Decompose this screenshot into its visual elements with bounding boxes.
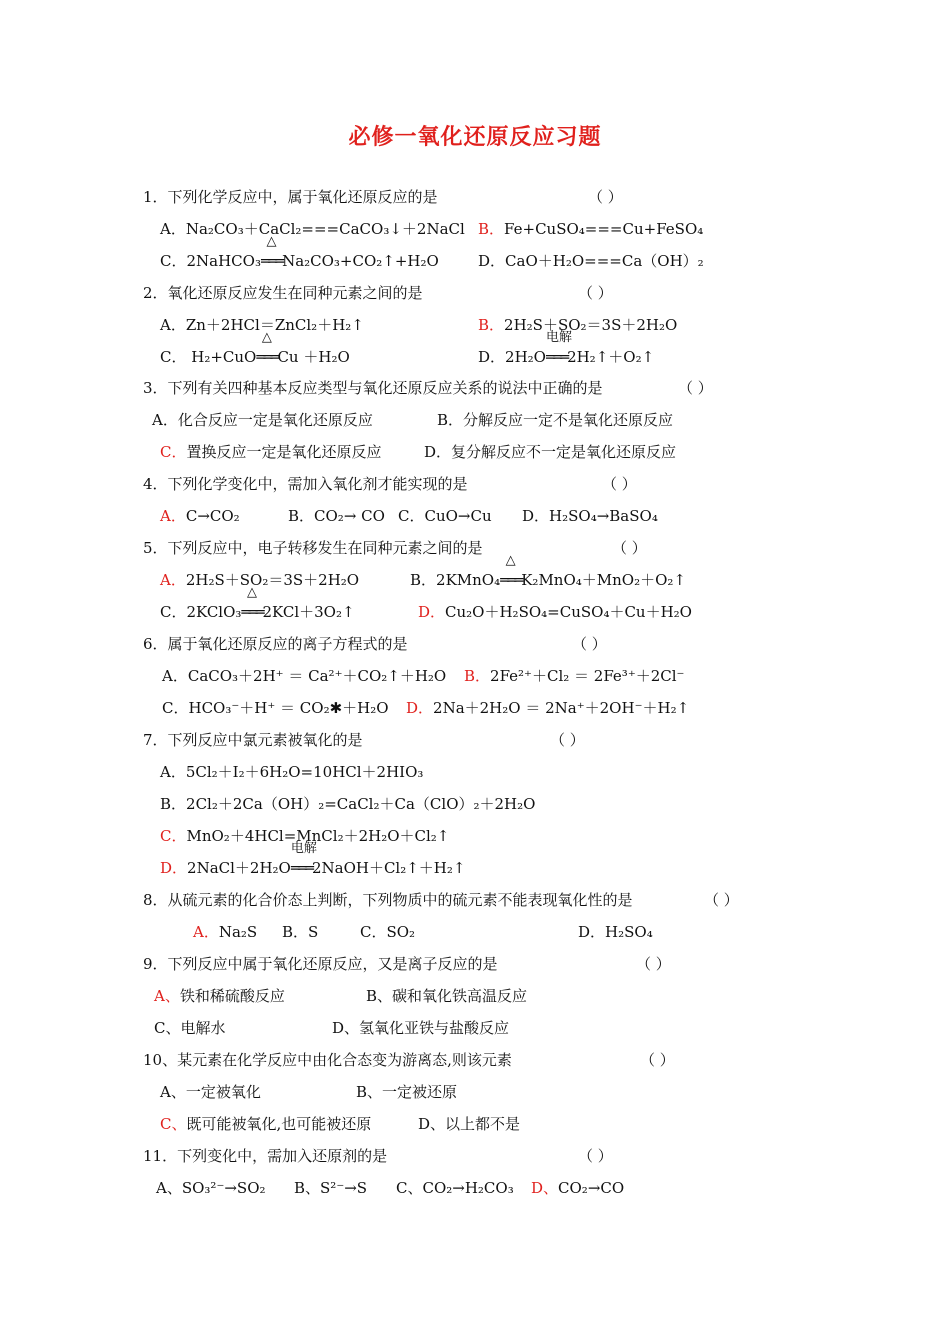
answer-option[interactable] <box>294 1175 367 1201</box>
option-letter: D、 <box>418 1115 446 1133</box>
answer-option[interactable] <box>160 503 240 529</box>
answer-option[interactable] <box>356 1079 457 1105</box>
option-text: 铁和稀硫酸反应 <box>179 987 285 1005</box>
option-letter: C、 <box>160 1115 187 1133</box>
question-line <box>0 1175 950 1201</box>
question-text: 8．从硫元素的化合价态上判断，下列物质中的硫元素不能表现氧化性的是 <box>143 891 633 909</box>
option-letter: A． <box>160 316 186 334</box>
answer-blank: （ ） <box>578 1147 613 1165</box>
question-line <box>0 585 950 625</box>
option-text: 碳和氧化铁高温反应 <box>392 987 528 1005</box>
question-line <box>0 1047 950 1073</box>
condition-label: △ <box>266 234 277 249</box>
option-text: CO₂→ CO <box>314 507 385 525</box>
question-text: 10、某元素在化学反应中由化合态变为游离态,则该元素 <box>143 1051 512 1069</box>
answer-option[interactable] <box>578 919 653 945</box>
condition-label: △ <box>505 553 516 568</box>
question-text: 9．下列反应中属于氧化还原反应，又是离子反应的是 <box>143 955 498 973</box>
option-letter: C． <box>160 827 187 845</box>
question-line <box>0 1079 950 1105</box>
option-letter: B． <box>478 316 505 334</box>
answer-option[interactable] <box>152 407 373 433</box>
option-letter: C、 <box>396 1179 423 1197</box>
option-text: 既可能被氧化,也可能被还原 <box>186 1115 372 1133</box>
option-letter: C． <box>162 699 189 717</box>
question-text: 5．下列反应中，电子转移发生在同种元素之间的是 <box>143 539 483 557</box>
option-letter: B． <box>410 571 437 589</box>
equals-sign: ═══ <box>290 859 312 877</box>
question-stem <box>143 887 633 913</box>
option-text: 复分解反应不一定是氧化还原反应 <box>451 443 677 461</box>
option-text: 2Na＋2H₂O ＝ 2Na⁺＋2OH⁻＋H₂↑ <box>433 699 690 717</box>
answer-option[interactable] <box>366 983 527 1009</box>
option-letter: C． <box>160 443 187 461</box>
question-stem <box>143 471 468 497</box>
option-letter: B． <box>478 220 505 238</box>
question-line <box>0 727 950 753</box>
option-letter: D． <box>424 443 452 461</box>
option-letter: A． <box>160 571 186 589</box>
question-line <box>0 439 950 465</box>
option-text: CaO＋H₂O===Ca（OH）₂ <box>505 252 704 270</box>
answer-option[interactable] <box>154 983 285 1009</box>
answer-blank: （ ） <box>640 1051 675 1069</box>
answer-option[interactable] <box>531 1175 624 1201</box>
option-letter: C． <box>160 252 187 270</box>
question-line <box>0 791 950 817</box>
option-letter: D、 <box>332 1019 360 1037</box>
question-line <box>0 1143 950 1169</box>
question-line <box>0 919 950 945</box>
answer-blank: （ ） <box>588 188 623 206</box>
question-line <box>0 663 950 689</box>
option-text: 5Cl₂＋I₂＋6H₂O=10HCl＋2HIO₃ <box>185 763 424 781</box>
question-line <box>0 631 950 657</box>
reaction-condition <box>500 553 522 593</box>
question-stem <box>143 1047 512 1073</box>
option-text: Cu₂O＋H₂SO₄=CuSO₄＋Cu＋H₂O <box>445 603 692 621</box>
answer-option[interactable] <box>160 791 535 817</box>
option-text: SO₃²⁻→SO₂ <box>181 1179 266 1197</box>
option-text: 电解水 <box>180 1019 226 1037</box>
answer-option[interactable] <box>160 1079 261 1105</box>
option-letter: D． <box>578 923 606 941</box>
option-text: 一定被还原 <box>382 1083 458 1101</box>
question-line <box>0 312 950 338</box>
option-text: 2Fe²⁺＋Cl₂ ＝ 2Fe³⁺＋2Cl⁻ <box>490 667 685 685</box>
equals-sign: ═══ <box>256 348 278 366</box>
equation-reactants: 2H₂O <box>505 348 546 366</box>
equals-sign: ═══ <box>545 348 568 366</box>
equals-sign: ═══ <box>500 571 522 589</box>
question-stem <box>143 280 423 306</box>
question-line <box>0 535 950 561</box>
option-letter: B． <box>437 411 464 429</box>
option-letter: A． <box>160 763 186 781</box>
answer-option[interactable] <box>282 919 318 945</box>
question-line <box>0 759 950 785</box>
answer-option[interactable] <box>437 407 673 433</box>
answer-option[interactable] <box>160 759 423 785</box>
option-text: S²⁻→S <box>320 1179 368 1197</box>
reaction-condition <box>256 330 278 370</box>
answer-option[interactable] <box>332 1015 509 1041</box>
question-line <box>0 184 950 210</box>
option-text: CO₂→H₂CO₃ <box>422 1179 514 1197</box>
question-text: 6．属于氧化还原反应的离子方程式的是 <box>143 635 408 653</box>
answer-option[interactable] <box>360 919 415 945</box>
option-letter: D． <box>478 348 506 366</box>
option-letter: A、 <box>160 1083 186 1101</box>
answer-option[interactable] <box>288 503 385 529</box>
equals-sign: ═══ <box>241 603 263 621</box>
option-text: 2H₂S＋SO₂＝3S＋2H₂O <box>504 316 678 334</box>
answer-option[interactable] <box>160 216 465 242</box>
option-letter: D． <box>522 507 550 525</box>
question-text: 7．下列反应中氯元素被氧化的是 <box>143 731 363 749</box>
equation-products: 2KCl＋3O₂↑ <box>262 603 355 621</box>
option-letter: A． <box>193 923 219 941</box>
page-title: 必修一氧化还原反应习题 <box>348 124 602 150</box>
question-line <box>0 553 950 593</box>
equation-reactants: 2KMnO₄ <box>436 571 501 589</box>
option-text: 2Cl₂＋2Ca（OH）₂=CaCl₂＋Ca（ClO）₂＋2H₂O <box>186 795 536 813</box>
option-text: 一定被氧化 <box>185 1083 261 1101</box>
question-stem <box>143 631 408 657</box>
question-text: 11．下列变化中，需加入还原剂的是 <box>143 1147 388 1165</box>
question-text: 2．氧化还原反应发生在同种元素之间的是 <box>143 284 423 302</box>
option-letter: D． <box>418 603 446 621</box>
option-letter: B、 <box>356 1083 383 1101</box>
option-text: Na₂CO₃＋CaCl₂===CaCO₃↓＋2NaCl <box>185 220 465 238</box>
answer-blank: （ ） <box>578 284 613 302</box>
option-text: SO₂ <box>386 923 416 941</box>
option-text: C→CO₂ <box>185 507 240 525</box>
answer-blank: （ ） <box>636 955 671 973</box>
option-letter: A、 <box>156 1179 182 1197</box>
answer-option[interactable] <box>398 503 492 529</box>
answer-option[interactable] <box>418 599 692 625</box>
question-line <box>0 375 950 401</box>
question-line <box>0 841 950 881</box>
question-stem <box>143 184 438 210</box>
condition-label: △ <box>261 330 272 345</box>
equation-reactants: 2NaHCO₃ <box>186 252 261 270</box>
option-text: 置换反应一定是氧化还原反应 <box>186 443 382 461</box>
question-stem <box>143 535 483 561</box>
answer-option[interactable] <box>406 695 689 721</box>
option-text: Na₂S <box>218 923 258 941</box>
option-letter: C、 <box>154 1019 181 1037</box>
answer-option[interactable] <box>162 695 389 721</box>
question-text: 1．下列化学反应中，属于氧化还原反应的是 <box>143 188 438 206</box>
option-letter: B． <box>464 667 491 685</box>
equals-sign: ═══ <box>260 252 283 270</box>
question-stem <box>143 951 498 977</box>
option-letter: D． <box>478 252 506 270</box>
option-text: MnO₂＋4HCl=MnCl₂＋2H₂O＋Cl₂↑ <box>186 827 450 845</box>
option-letter: D、 <box>531 1179 559 1197</box>
reaction-condition <box>545 330 572 370</box>
option-text: H₂SO₄→BaSO₄ <box>549 507 658 525</box>
option-letter: D． <box>160 859 188 877</box>
answer-blank: （ ） <box>602 475 637 493</box>
equation-products: Cu ＋H₂O <box>277 348 350 366</box>
question-line <box>0 951 950 977</box>
question-line <box>0 1015 950 1041</box>
answer-option[interactable] <box>478 216 703 242</box>
equation-products: 2H₂↑＋O₂↑ <box>567 348 655 366</box>
option-letter: B、 <box>294 1179 321 1197</box>
equation-reactants: 2NaCl＋2H₂O <box>187 859 291 877</box>
condition-label: 电解 <box>545 330 572 345</box>
question-stem <box>143 727 363 753</box>
condition-label: △ <box>246 585 257 600</box>
answer-option[interactable] <box>424 439 676 465</box>
option-letter: B． <box>160 795 187 813</box>
option-letter: B． <box>282 923 309 941</box>
answer-blank: （ ） <box>572 635 607 653</box>
question-line <box>0 503 950 529</box>
option-text: 氢氧化亚铁与盐酸反应 <box>359 1019 510 1037</box>
question-line <box>0 887 950 913</box>
question-line <box>0 216 950 242</box>
option-letter: C． <box>160 603 187 621</box>
answer-option[interactable] <box>160 1111 371 1137</box>
answer-blank: （ ） <box>678 379 713 397</box>
question-text: 4．下列化学变化中，需加入氧化剂才能实现的是 <box>143 475 468 493</box>
answer-option[interactable] <box>396 1175 514 1201</box>
answer-option[interactable] <box>418 1111 520 1137</box>
answer-option[interactable] <box>478 248 704 274</box>
question-line <box>0 1111 950 1137</box>
question-line <box>0 471 950 497</box>
option-text: Fe+CuSO₄===Cu+FeSO₄ <box>504 220 704 238</box>
option-letter: C． <box>160 348 187 366</box>
answer-option[interactable] <box>156 1175 266 1201</box>
answer-blank: （ ） <box>612 539 647 557</box>
question-text: 3．下列有关四种基本反应类型与氧化还原反应关系的说法中正确的是 <box>143 379 603 397</box>
answer-option[interactable] <box>160 439 382 465</box>
question-line <box>0 234 950 274</box>
answer-blank: （ ） <box>550 731 585 749</box>
answer-option[interactable] <box>160 330 350 370</box>
equation-products: K₂MnO₄＋MnO₂＋O₂↑ <box>521 571 686 589</box>
option-letter: A、 <box>154 987 180 1005</box>
option-text: CaCO₃＋2H⁺ ＝ Ca²⁺＋CO₂↑＋H₂O <box>187 667 447 685</box>
equation-reactants: H₂+CuO <box>186 348 257 366</box>
equation-products: Na₂CO₃+CO₂↑+H₂O <box>282 252 439 270</box>
reaction-condition <box>241 585 263 625</box>
option-letter: D． <box>406 699 434 717</box>
option-text: 化合反应一定是氧化还原反应 <box>177 411 373 429</box>
option-text: 分解反应一定不是氧化还原反应 <box>463 411 674 429</box>
answer-option[interactable] <box>464 663 684 689</box>
option-letter: C． <box>360 923 387 941</box>
option-letter: B． <box>288 507 315 525</box>
option-text: S <box>308 923 319 941</box>
option-letter: B、 <box>366 987 393 1005</box>
answer-option[interactable] <box>162 663 446 689</box>
answer-option[interactable] <box>154 1015 226 1041</box>
question-stem <box>143 375 603 401</box>
option-text: H₂SO₄ <box>605 923 653 941</box>
question-line <box>0 983 950 1009</box>
answer-option[interactable] <box>160 234 439 274</box>
answer-option[interactable] <box>478 330 655 370</box>
question-line <box>0 823 950 849</box>
option-letter: A． <box>160 507 186 525</box>
option-text: CO₂→CO <box>558 1179 625 1197</box>
question-stem <box>143 1143 387 1169</box>
question-line <box>0 330 950 370</box>
reaction-condition <box>290 841 317 881</box>
answer-option[interactable] <box>160 841 466 881</box>
equation-reactants: 2KClO₃ <box>186 603 242 621</box>
option-letter: A． <box>162 667 188 685</box>
answer-blank: （ ） <box>704 891 739 909</box>
answer-option[interactable] <box>478 312 677 338</box>
answer-option[interactable] <box>522 503 658 529</box>
question-line <box>0 280 950 306</box>
option-letter: A． <box>160 220 186 238</box>
condition-label: 电解 <box>290 841 317 856</box>
option-letter: C． <box>398 507 425 525</box>
option-text: 以上都不是 <box>445 1115 521 1133</box>
answer-option[interactable] <box>410 553 686 593</box>
option-letter: A． <box>152 411 178 429</box>
reaction-condition <box>260 234 283 274</box>
option-text: HCO₃⁻＋H⁺ ＝ CO₂✱＋H₂O <box>188 699 389 717</box>
option-text: 2H₂S＋SO₂＝3S＋2H₂O <box>185 571 360 589</box>
option-text: Zn＋2HCl＝ZnCl₂＋H₂↑ <box>185 316 364 334</box>
option-text: CuO→Cu <box>424 507 492 525</box>
question-line <box>0 407 950 433</box>
question-line <box>0 695 950 721</box>
equation-products: 2NaOH＋Cl₂↑＋H₂↑ <box>311 859 466 877</box>
answer-option[interactable] <box>193 919 257 945</box>
answer-option[interactable] <box>160 585 355 625</box>
